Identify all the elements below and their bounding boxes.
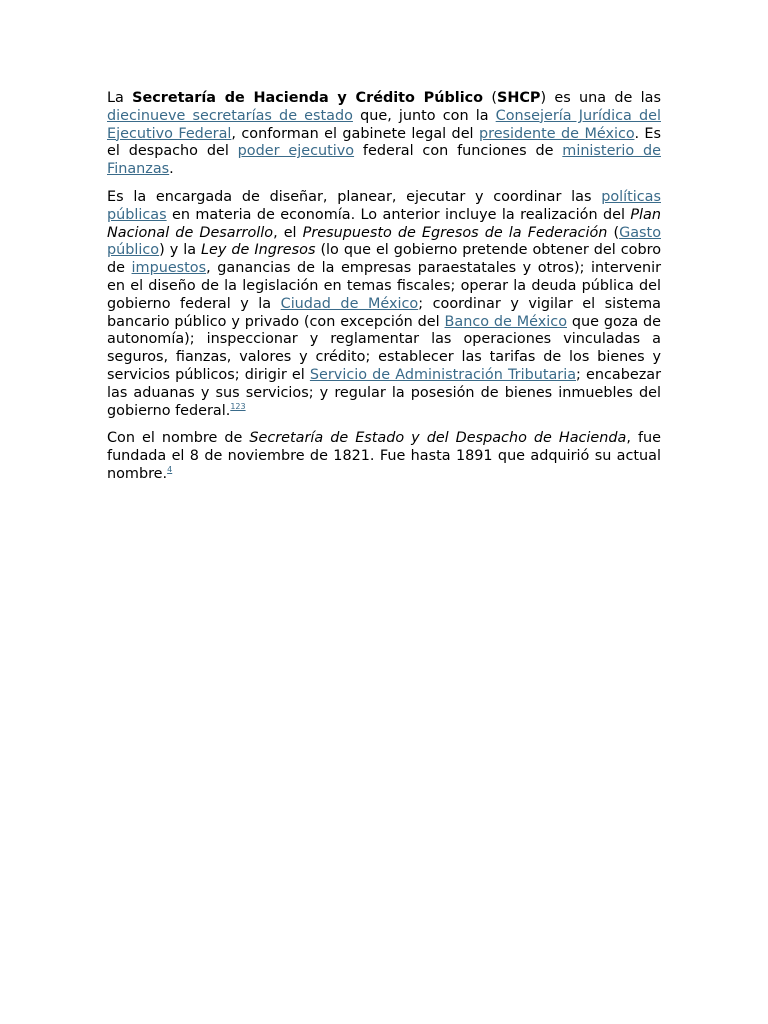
link-consejeria-juridica[interactable]: Consejería Jurídica del Ejecutivo Federal (107, 107, 661, 142)
text-segment: que, junto con la (352, 107, 496, 124)
text-segment: . Es el despacho del (107, 125, 662, 160)
link-banco-de-mexico[interactable]: Banco de México (444, 313, 567, 330)
text-segment: ) es una de las (540, 90, 661, 106)
text-segment: Con el nombre de (107, 430, 250, 447)
article-subject: Secretaría de Hacienda y Crédito Público (132, 90, 484, 106)
text-segment: Es la encargada de diseñar, planear, ejecutar y coordinar las (107, 188, 602, 205)
text-segment: . (169, 161, 174, 178)
paragraph-intro (107, 90, 661, 179)
text-segment: ( (483, 90, 497, 106)
text-segment: ) y la (159, 242, 202, 259)
article-body (107, 90, 661, 494)
paragraph-functions (107, 189, 661, 420)
title-plan-nacional: Plan Nacional de Desarrollo (107, 206, 661, 241)
link-poder-ejecutivo[interactable]: poder ejecutivo (237, 143, 355, 160)
link-impuestos[interactable]: impuestos (131, 260, 207, 277)
link-politicas-publicas[interactable]: políticas públicas (107, 188, 661, 223)
link-secretarias-de-estado[interactable]: diecinueve secretarías de estado (107, 107, 353, 124)
text-segment: en materia de economía. Lo anterior incluye la realización del (166, 206, 631, 223)
text-segment: federal con funciones de (354, 143, 563, 160)
article-abbreviation: SHCP (496, 90, 541, 106)
link-gasto-publico[interactable]: Gasto público (107, 224, 661, 259)
title-original-name: Secretaría de Estado y del Despacho de Hacienda (249, 430, 627, 447)
title-presupuesto-egresos: Presupuesto de Egresos de la Federación (302, 224, 608, 241)
link-ciudad-de-mexico[interactable]: Ciudad de México (280, 295, 419, 312)
text-segment: ; encabezar las aduanas y sus servicios; y regular la posesión de bienes inmuebles del gobierno federal. (107, 366, 661, 419)
text-segment: ( (607, 224, 620, 241)
text-segment: , ganancias de la empresas paraestatales y otros); intervenir en el diseño de la legislación en temas fiscales; operar la deuda pública del gobierno federal y la (107, 260, 661, 312)
text-segment: ; coordinar y vigilar el sistema bancario público y privado (con excepción del (107, 295, 662, 330)
reference-links-1-2-3[interactable]: 123 (230, 401, 246, 411)
text-segment: , conforman el gabinete legal del (231, 125, 479, 142)
link-presidente-de-mexico[interactable]: presidente de México (478, 125, 635, 142)
link-ministerio-de-finanzas[interactable]: ministerio de Finanzas (107, 143, 661, 178)
text-segment: que goza de autonomía); inspeccionar y reglamentar las operaciones vinculadas a seguros, fianzas, valores y crédito; establecer las tarifas de los bienes y servicios públicos; dirigir el (107, 313, 661, 383)
text-segment: La (107, 90, 133, 106)
title-ley-de-ingresos: Ley de Ingresos (201, 242, 316, 259)
paragraph-history (107, 430, 661, 483)
text-segment: , fue fundada el 8 de noviembre de 1821. Fue hasta 1891 que adquirió su actual nombre. (107, 430, 661, 482)
link-servicio-administracion-tributaria[interactable]: Servicio de Administración Tributaria (309, 366, 577, 383)
text-segment: , el (273, 224, 303, 241)
reference-link-4[interactable]: 4 (167, 464, 173, 474)
text-segment: (lo que el gobierno pretende obtener del cobro de (107, 242, 662, 277)
